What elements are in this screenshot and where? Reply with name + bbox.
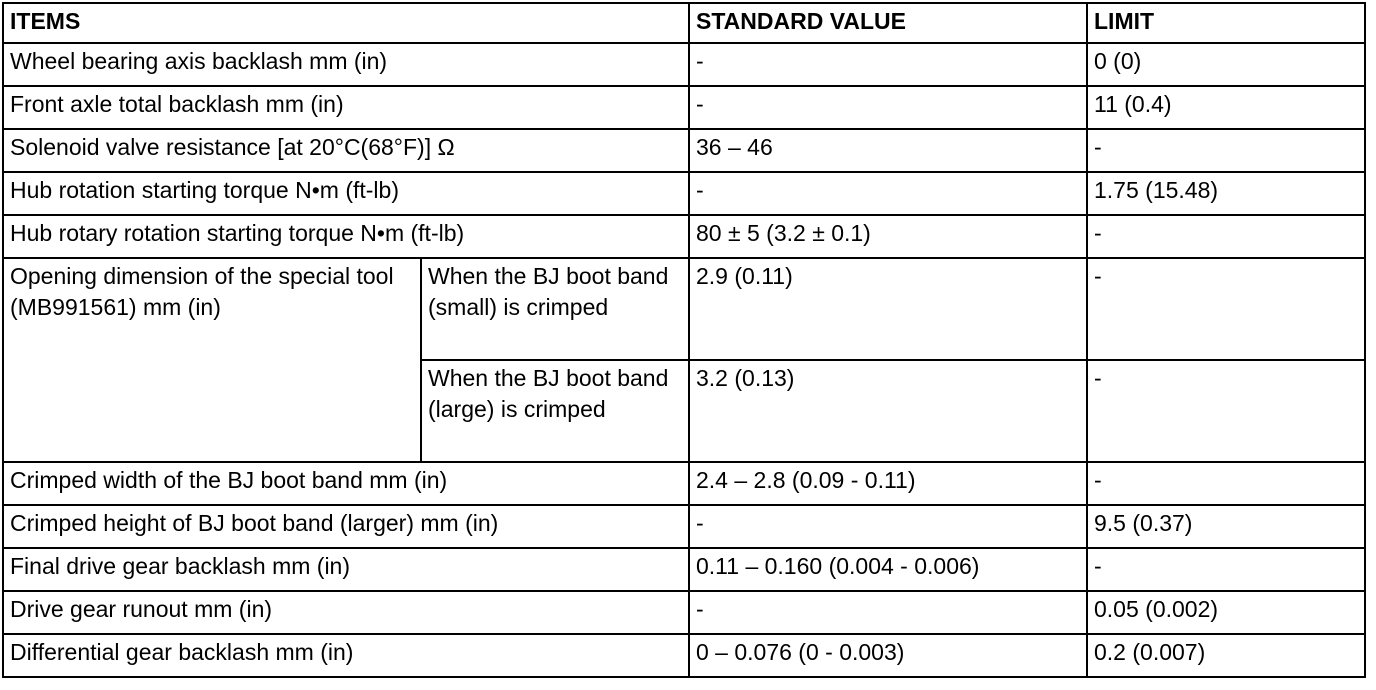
table-row — [3, 548, 1365, 591]
limit-cell: - — [1087, 215, 1365, 258]
table-row — [3, 634, 1365, 677]
item-cell: Differential gear backlash mm (in) — [3, 634, 689, 677]
table-row — [3, 462, 1365, 505]
limit-cell: - — [1087, 462, 1365, 505]
condition-cell: When the BJ boot band (small) is crimped — [421, 258, 689, 360]
table-row — [3, 215, 1365, 258]
header-items: ITEMS — [3, 3, 689, 43]
header-row — [3, 3, 1365, 43]
item-cell: Crimped width of the BJ boot band mm (in) — [3, 462, 689, 505]
standard-value-cell: - — [689, 591, 1087, 634]
limit-cell: 11 (0.4) — [1087, 86, 1365, 129]
standard-value-cell: - — [689, 43, 1087, 86]
limit-cell: 0.05 (0.002) — [1087, 591, 1365, 634]
standard-value-cell: 36 – 46 — [689, 129, 1087, 172]
limit-cell: - — [1087, 258, 1365, 360]
table-row — [3, 591, 1365, 634]
table-row — [3, 86, 1365, 129]
table-row — [3, 43, 1365, 86]
standard-value-cell: 80 ± 5 (3.2 ± 0.1) — [689, 215, 1087, 258]
standard-value-cell: 2.4 – 2.8 (0.09 - 0.11) — [689, 462, 1087, 505]
table-row — [3, 258, 1365, 360]
item-cell: Opening dimension of the special tool (MB991561) mm (in) — [3, 258, 421, 462]
standard-value-cell: 0 – 0.076 (0 - 0.003) — [689, 634, 1087, 677]
item-cell: Hub rotary rotation starting torque N•m (ft-lb) — [3, 215, 689, 258]
table-row — [3, 172, 1365, 215]
specifications-table — [2, 2, 1366, 678]
limit-cell: 0 (0) — [1087, 43, 1365, 86]
header-standard-value: STANDARD VALUE — [689, 3, 1087, 43]
item-cell: Hub rotation starting torque N•m (ft-lb) — [3, 172, 689, 215]
table-row — [3, 505, 1365, 548]
standard-value-cell: - — [689, 86, 1087, 129]
item-cell: Solenoid valve resistance [at 20°C(68°F)] Ω — [3, 129, 689, 172]
standard-value-cell: - — [689, 505, 1087, 548]
standard-value-cell: 3.2 (0.13) — [689, 360, 1087, 462]
standard-value-cell: 0.11 – 0.160 (0.004 - 0.006) — [689, 548, 1087, 591]
item-cell: Drive gear runout mm (in) — [3, 591, 689, 634]
standard-value-cell: 2.9 (0.11) — [689, 258, 1087, 360]
standard-value-cell: - — [689, 172, 1087, 215]
condition-cell: When the BJ boot band (large) is crimped — [421, 360, 689, 462]
limit-cell: - — [1087, 129, 1365, 172]
item-cell: Front axle total backlash mm (in) — [3, 86, 689, 129]
limit-cell: 9.5 (0.37) — [1087, 505, 1365, 548]
item-cell: Wheel bearing axis backlash mm (in) — [3, 43, 689, 86]
header-limit: LIMIT — [1087, 3, 1365, 43]
item-cell: Final drive gear backlash mm (in) — [3, 548, 689, 591]
limit-cell: - — [1087, 360, 1365, 462]
limit-cell: 1.75 (15.48) — [1087, 172, 1365, 215]
item-cell: Crimped height of BJ boot band (larger) mm (in) — [3, 505, 689, 548]
limit-cell: - — [1087, 548, 1365, 591]
table-row — [3, 129, 1365, 172]
limit-cell: 0.2 (0.007) — [1087, 634, 1365, 677]
